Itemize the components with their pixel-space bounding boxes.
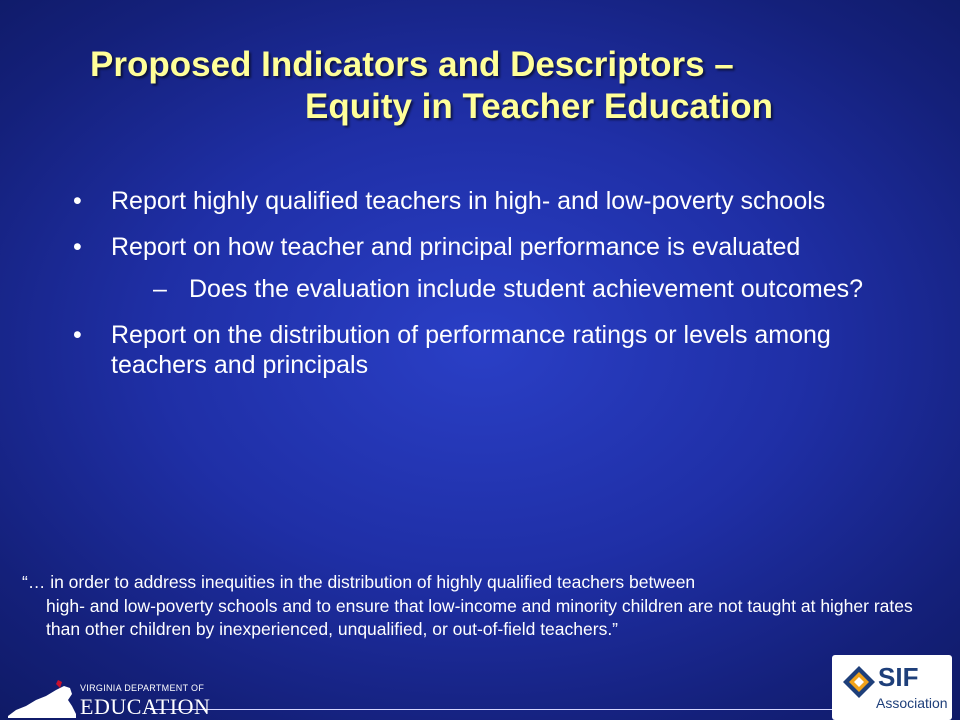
- sub-bullet-text: Does the evaluation include student achievement outcomes?: [189, 275, 864, 303]
- bullet-item: [73, 320, 873, 380]
- quote-block: [22, 571, 942, 642]
- bullet-text: Report on the distribution of performance ratings or levels among teachers and principals: [111, 321, 831, 379]
- title-line-1: Proposed Indicators and Descriptors –: [90, 45, 734, 84]
- vdoe-logo-line-2: EDUCATION: [80, 694, 211, 719]
- bullet-text: Report highly qualified teachers in high- and low-poverty schools: [111, 187, 826, 215]
- sub-bullet-item: [111, 274, 873, 304]
- bullet-marker: •: [73, 187, 82, 215]
- bullet-list: [73, 186, 873, 396]
- bullet-item: [73, 232, 873, 262]
- sif-logo-tagline: Association: [876, 695, 948, 711]
- bullet-text: Report on how teacher and principal performance is evaluated: [111, 233, 801, 261]
- vdoe-logo-line-1: VIRGINIA DEPARTMENT OF: [80, 683, 205, 693]
- sif-logo-name: SIF: [878, 662, 919, 692]
- virginia-state-icon: [6, 680, 78, 720]
- title-line-2: Equity in Teacher Education: [305, 87, 774, 126]
- bullet-marker: •: [73, 321, 82, 349]
- bullet-item: [73, 186, 873, 216]
- footer-divider: [150, 709, 840, 710]
- sif-diamond-icon: [842, 665, 876, 699]
- sub-bullet-marker: –: [153, 275, 167, 303]
- slide-title: [90, 44, 890, 128]
- sif-association-logo: [832, 655, 952, 720]
- vdoe-logo: [6, 680, 211, 720]
- quote-first-line: “… in order to address inequities in the distribution of highly qualified teachers between: [22, 572, 696, 592]
- bullet-marker: •: [73, 233, 82, 261]
- quote-rest: high- and low-poverty schools and to ensure that low-income and minority children are not taught at higher rates than other children by inexperienced, unqualified, or out-of-field teachers.”: [46, 595, 913, 640]
